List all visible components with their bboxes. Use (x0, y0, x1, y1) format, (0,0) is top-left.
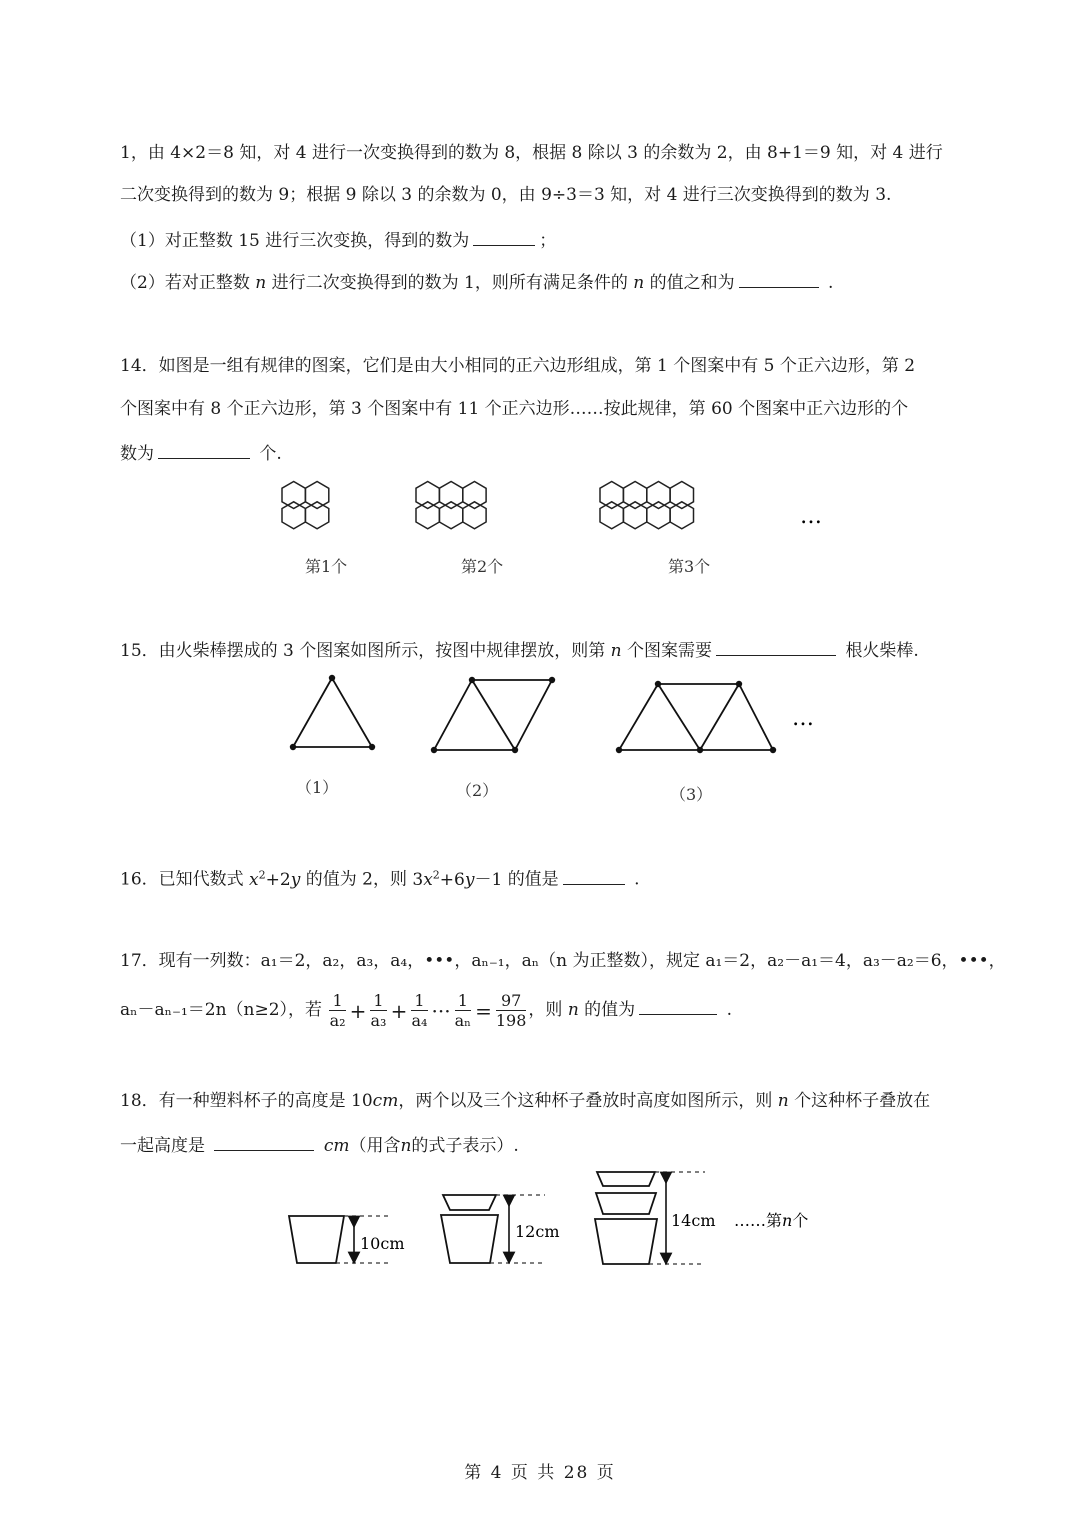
q18-line2-unit: cm (323, 1136, 350, 1156)
q13-sub2-end: . (828, 273, 834, 293)
q16-expr2: $3x^2+6y-1$ (412, 868, 503, 890)
q17-line2-a: aₙ－aₙ₋₁＝2n（n≥2），若 (120, 1000, 323, 1020)
matchstick-pattern-3 (619, 684, 773, 750)
q13-line1: 1，由 4×2＝8 知，对 4 进行一次变换得到的数为 8，根据 8 除以 3 的余数为 2，由 8+1＝9 知，对 4 进行 (120, 143, 943, 163)
hexagon (647, 502, 670, 529)
q15-ellipsis: … (792, 706, 814, 731)
q15-line (120, 638, 919, 662)
q17-line2: aₙ－aₙ₋₁＝2n（n≥2），若 $\frac{1}{\text{a₂}}$ + $\frac{1}{\text{a₃}}$ + $\frac{1}{\text{a₄}}$ ··· $\frac{1}{\text{aₙ}}$ = $\frac{97}{198}$ ，则 n 的值为 . (120, 991, 732, 1030)
height-label-3: 14cm (671, 1211, 716, 1230)
hexagon (439, 502, 462, 529)
q14-caption-3: 第3个 (668, 557, 711, 576)
q13-sub2-a: （2）若对正整数 (120, 273, 250, 293)
q18-line2 (120, 1133, 519, 1157)
q17-blank[interactable] (639, 997, 717, 1015)
q15-caption-3: （3） (670, 785, 713, 804)
hexagon (282, 482, 305, 509)
q18-line1-a: 18．有一种塑料杯子的高度是 10 (120, 1091, 373, 1111)
q17-fraction-1: $\frac{1}{\text{a₂}}$ (329, 991, 346, 1030)
height-label-2: 12cm (515, 1222, 560, 1241)
hexagon (623, 502, 646, 529)
q15-var: n (610, 641, 622, 661)
q15-text-a: 15．由火柴棒摆成的 3 个图案如图所示，按图中规律摆放，则第 (120, 641, 606, 661)
q18-blank[interactable] (214, 1133, 314, 1151)
q14-line3-a: 数为 (120, 444, 154, 464)
q13-sub2-blank[interactable] (739, 270, 819, 288)
q17-fraction-4: $\frac{1}{\text{aₙ}}$ (454, 991, 472, 1030)
q13-line2: 二次变换得到的数为 9；根据 9 除以 3 的余数为 0，由 9÷3＝3 知，对 4 进行三次变换得到的数为 3. (120, 185, 892, 205)
q14-caption-2: 第2个 (461, 557, 504, 576)
q13-sub2-var: n (255, 273, 267, 293)
q13-sub2-c: 的值之和为 (649, 273, 735, 293)
q15-blank[interactable] (716, 638, 836, 656)
hexagon (439, 482, 462, 509)
q16-line (120, 864, 640, 891)
matchstick-pattern-1 (293, 678, 372, 747)
q17-line2-b: ，则 (528, 1000, 563, 1020)
q14-blank[interactable] (158, 441, 250, 459)
q15-text-c: 根火柴棒. (845, 641, 919, 661)
q17-result-fraction: $\frac{97}{198}$ (495, 991, 527, 1030)
page-number-footer: 第 4 页 共 28 页 (464, 1463, 616, 1483)
hexagon (647, 482, 670, 509)
q17-line2-c: 的值为 (584, 1000, 636, 1020)
q13-sub2 (120, 270, 833, 294)
q16-a: 16．已知代数式 (120, 869, 244, 890)
hexagon-pattern-figure (270, 475, 850, 545)
cup-1 (289, 1216, 344, 1263)
hexagon (600, 482, 623, 509)
matchstick-figure (280, 670, 840, 770)
hexagon (670, 482, 693, 509)
q16-expr1: $x^2+2y$ (249, 868, 301, 890)
q18-line2-var: n (400, 1136, 412, 1156)
q13-sub2-var2: n (633, 273, 645, 293)
q18-line2-a: 一起高度是 (120, 1136, 205, 1156)
q16-b: 的值为 2，则 (305, 869, 407, 890)
hexagon (670, 502, 693, 529)
q18-line1 (120, 1090, 930, 1112)
q14-line3 (120, 441, 282, 465)
q17-line1: 17．现有一列数：a₁＝2，a₂，a₃，a₄，•••，aₙ₋₁，aₙ（n 为正整数），规定 a₁＝2，a₂－a₁＝4，a₃－a₂＝6，•••， (120, 951, 1006, 971)
q18-line2-c: 的式子表示）. (411, 1136, 519, 1156)
q15-caption-1: （1） (296, 778, 339, 797)
q18-line2-b: （用含 (349, 1136, 401, 1156)
q15-caption-2: （2） (456, 781, 499, 800)
q14-caption-1: 第1个 (305, 557, 348, 576)
q18-line1-b: ，两个以及三个这种杯子叠放时高度如图所示，则 (398, 1091, 773, 1111)
q14-line1: 14．如图是一组有规律的图案，它们是由大小相同的正六边形组成，第 1 个图案中有 5 个正六边形，第 2 (120, 356, 916, 376)
cup-3-bottom (595, 1219, 657, 1264)
stacked-cups-figure (280, 1160, 840, 1280)
hexagon (623, 482, 646, 509)
hexagon (416, 502, 439, 529)
q15-text-b: 个图案需要 (627, 641, 713, 661)
hexagon (463, 502, 486, 529)
q13-sub1 (120, 228, 556, 252)
q14-ellipsis: … (800, 504, 822, 529)
cup-2-bottom (441, 1215, 498, 1263)
hexagon (463, 482, 486, 509)
q17-fraction-2: $\frac{1}{\text{a₃}}$ (370, 991, 387, 1030)
hexagon (416, 482, 439, 509)
nth-cup-label: ……第n个 (734, 1211, 809, 1230)
q14-line3-b: 个. (259, 444, 282, 464)
q13-sub1-text: （1）对正整数 15 进行三次变换，得到的数为 (120, 231, 470, 251)
cup-3-top (597, 1172, 655, 1186)
q17-end: . (726, 1000, 732, 1020)
hexagon (600, 502, 623, 529)
q14-line2: 个图案中有 8 个正六边形，第 3 个图案中有 11 个正六边形……按此规律，第 60 个图案中正六边形的个 (120, 399, 909, 419)
q13-sub2-b: 进行二次变换得到的数为 1，则所有满足条件的 (271, 273, 628, 293)
hexagon (305, 482, 328, 509)
q16-end: . (634, 869, 640, 890)
q16-c: 的值是 (507, 869, 559, 890)
cup-2-top (443, 1195, 496, 1210)
q13-sub1-end: ； (539, 231, 557, 251)
q13-sub1-blank[interactable] (473, 228, 535, 246)
q16-blank[interactable] (563, 867, 625, 885)
q18-unit: cm (372, 1091, 399, 1111)
hexagon (282, 502, 305, 529)
height-label-1: 10cm (360, 1234, 405, 1253)
q17-fraction-3: $\frac{1}{\text{a₄}}$ (411, 991, 428, 1030)
q18-var: n (777, 1091, 789, 1111)
q17-var: n (567, 1000, 579, 1020)
cup-3-middle (596, 1193, 656, 1214)
q18-line1-c: 个这种杯子叠放在 (794, 1091, 931, 1111)
hexagon (305, 502, 328, 529)
